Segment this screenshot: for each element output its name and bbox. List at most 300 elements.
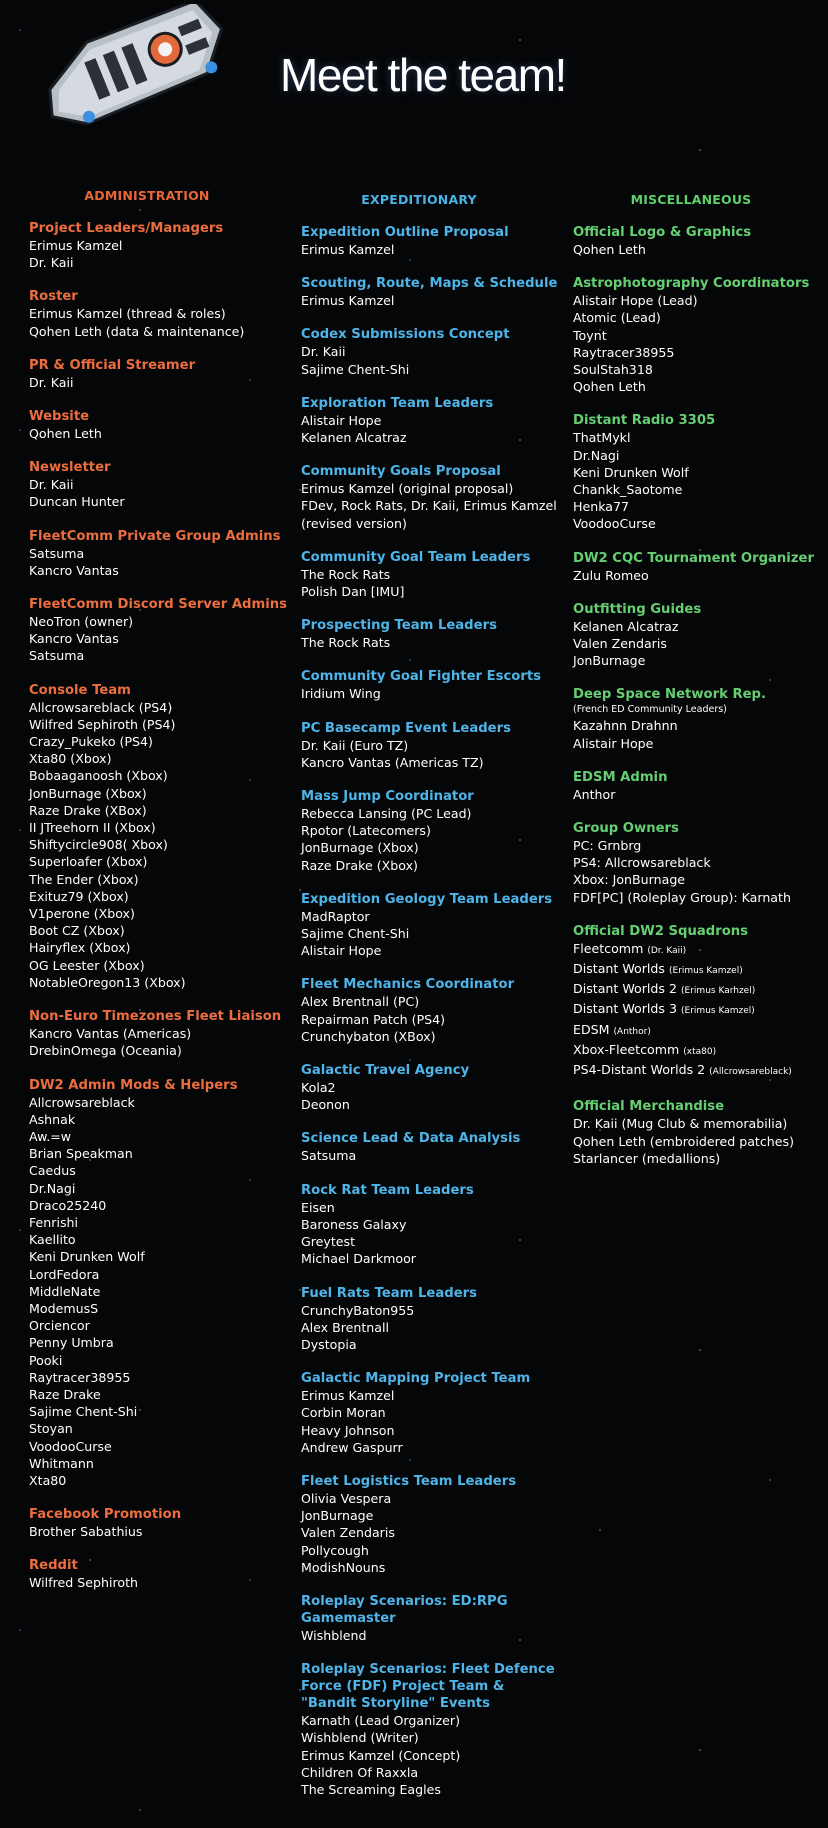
member-entry: [29, 1420, 291, 1437]
member-name: Bobaaganoosh (Xbox): [29, 768, 168, 784]
team-section: [301, 1661, 563, 1798]
member-name: VoodooCurse: [573, 516, 656, 532]
member-entry: [573, 1021, 823, 1041]
member-name: Distant Worlds 2: [573, 981, 678, 997]
member-name: Qohen Leth: [573, 242, 646, 257]
member-entry: [29, 699, 291, 716]
team-section: [29, 1506, 291, 1540]
member-name: Dr. Kaii (Euro TZ): [301, 737, 409, 753]
member-name: Iridium Wing: [301, 686, 381, 702]
member-name: MiddleNate: [29, 1283, 101, 1299]
section-title: Mass Jump Coordinator: [301, 789, 474, 805]
team-section: [29, 408, 291, 442]
member-entry: [29, 1197, 291, 1214]
member-entry: [29, 1042, 291, 1059]
member-name: Sajime Chent-Shi: [29, 1404, 138, 1420]
member-entry: [29, 853, 291, 870]
member-entry: [301, 754, 563, 771]
section-title: Newsletter: [29, 460, 111, 476]
member-name: Whitmann: [29, 1455, 94, 1471]
member-name: II JTreehorn II (Xbox): [29, 820, 156, 836]
member-entry: [29, 785, 291, 802]
member-name: Raze Drake (Xbox): [301, 857, 418, 873]
team-section: [29, 1077, 291, 1490]
member-entry: [573, 960, 823, 980]
member-entry: [29, 1025, 291, 1042]
member-name: Allcrowsareblack: [29, 1094, 135, 1110]
team-section: [301, 549, 563, 600]
member-name: Penny Umbra: [29, 1335, 114, 1351]
section-title: Roleplay Scenarios: Fleet Defence Force (FDF) Project Team & "Bandit Storyline" Events: [301, 1662, 555, 1712]
member-name: Draco25240: [29, 1197, 107, 1213]
member-entry: [301, 1627, 563, 1644]
member-name: Xta80: [29, 1472, 67, 1488]
member-entry: [301, 634, 563, 651]
member-name: Brian Speakman: [29, 1146, 133, 1162]
member-note: (Erimus Kamzel): [681, 1006, 755, 1017]
member-list: [301, 1199, 563, 1268]
member-name: Raze Drake (XBox): [29, 802, 147, 818]
member-entry: [29, 374, 291, 391]
member-name: Erimus Kamzel: [301, 293, 395, 309]
member-entry: [573, 464, 823, 481]
member-entry: [29, 1523, 291, 1540]
member-list: [301, 412, 563, 446]
member-name: NeoTron (owner): [29, 614, 134, 630]
member-entry: [573, 980, 823, 1000]
section-title: FleetComm Private Group Admins: [29, 528, 281, 544]
section-title: PC Basecamp Event Leaders: [301, 720, 511, 736]
member-list: [301, 1712, 563, 1798]
member-name: MadRaptor: [301, 908, 370, 924]
team-section: [29, 459, 291, 510]
member-entry: [573, 652, 823, 669]
member-list: [573, 837, 823, 906]
member-name: Dr. Kaii: [301, 344, 346, 360]
column-header: MISCELLANEOUS: [630, 192, 752, 207]
member-name: Anthor: [573, 786, 616, 802]
member-name: Eisen: [301, 1199, 335, 1215]
member-list: [573, 429, 823, 532]
member-name: Raytracer38955: [573, 344, 675, 360]
member-entry: [573, 735, 823, 752]
member-name: Erimus Kamzel (thread & roles): [29, 306, 226, 322]
team-section: [29, 682, 291, 991]
member-list: [573, 618, 823, 670]
member-entry: [573, 241, 823, 258]
member-entry: [573, 871, 823, 888]
member-name: Valen Zendaris: [301, 1525, 395, 1541]
member-name: Rebecca Lansing (PC Lead): [301, 806, 472, 822]
member-name: Baroness Galaxy: [301, 1216, 407, 1232]
member-entry: [301, 1764, 563, 1781]
member-entry: [301, 942, 563, 959]
member-name: Dr.Nagi: [29, 1180, 76, 1196]
member-name: Allcrowsareblack (PS4): [29, 699, 173, 715]
member-entry: [301, 566, 563, 583]
member-list: [29, 425, 291, 442]
member-name: Satsuma: [29, 648, 85, 664]
member-name: Satsuma: [301, 1148, 357, 1164]
member-entry: [301, 241, 563, 258]
member-entry: [573, 889, 823, 906]
member-name: Qohen Leth (data & maintenance): [29, 323, 245, 339]
member-note: (Erimus Karhzel): [681, 986, 756, 997]
team-section: [301, 395, 563, 446]
member-name: JonBurnage (Xbox): [29, 785, 147, 801]
member-list: [301, 480, 563, 532]
section-title: Scouting, Route, Maps & Schedule: [301, 276, 558, 292]
team-section: [301, 1593, 563, 1644]
member-entry: [573, 361, 823, 378]
member-name: Dr.Nagi: [573, 447, 620, 463]
member-entry: [29, 562, 291, 579]
member-name: JonBurnage (Xbox): [301, 840, 419, 856]
member-entry: [301, 993, 563, 1010]
member-name: Sajime Chent-Shi: [301, 361, 410, 377]
member-entry: [573, 309, 823, 326]
member-entry: [301, 1336, 563, 1353]
member-entry: [573, 344, 823, 361]
member-note: (xta80): [683, 1046, 717, 1057]
member-entry: [29, 974, 291, 991]
team-section: [29, 1008, 291, 1059]
member-name: Pollycough: [301, 1542, 369, 1558]
section-title: Distant Radio 3305: [573, 413, 716, 429]
team-section: [573, 224, 823, 258]
member-entry: [29, 1369, 291, 1386]
page-title: Meet the team!: [280, 49, 566, 101]
section-title: Roleplay Scenarios: ED:RPG Gamemaster: [301, 1593, 508, 1626]
member-entry: [573, 635, 823, 652]
member-entry: [29, 1352, 291, 1369]
member-name: PC: Grnbrg: [573, 838, 642, 854]
member-list: [29, 305, 291, 339]
section-title: Prospecting Team Leaders: [301, 618, 497, 634]
column-header: ADMINISTRATION: [84, 188, 210, 203]
member-name: V1perone (Xbox): [29, 906, 135, 922]
member-name: Keni Drunken Wolf: [29, 1249, 145, 1265]
member-entry: [29, 545, 291, 562]
member-name: The Rock Rats: [301, 566, 391, 582]
section-title: Project Leaders/Managers: [29, 221, 224, 236]
member-entry: [301, 805, 563, 822]
team-section: [573, 550, 823, 584]
member-name: Satsuma: [29, 545, 85, 561]
member-name: DrebinOmega (Oceania): [29, 1043, 182, 1059]
member-name: Kancro Vantas: [29, 631, 119, 647]
member-name: Kaellito: [29, 1232, 76, 1248]
member-name: Children Of Raxxla: [301, 1764, 419, 1780]
section-title: Expedition Geology Team Leaders: [301, 891, 553, 907]
member-list: [301, 1490, 563, 1576]
team-section: [301, 788, 563, 874]
member-note: (Dr. Kaii): [647, 945, 687, 956]
member-name: Dr. Kaii: [29, 255, 74, 271]
section-title: Community Goals Proposal: [301, 464, 501, 480]
member-entry: [29, 750, 291, 767]
section-title: FleetComm Discord Server Admins: [29, 597, 287, 613]
member-entry: [29, 957, 291, 974]
member-name: Chankk_Saotome: [573, 482, 683, 498]
member-list: [573, 567, 823, 584]
member-entry: [29, 1094, 291, 1111]
member-name: Henka77: [573, 499, 630, 515]
member-entry: [301, 1524, 563, 1541]
member-name: Stoyan: [29, 1421, 73, 1437]
member-list: [301, 566, 563, 600]
member-note: (Anthor): [613, 1026, 651, 1037]
member-entry: [301, 857, 563, 874]
member-entry: [573, 447, 823, 464]
team-section: [301, 617, 563, 651]
section-subtitle: (French ED Community Leaders): [573, 704, 727, 716]
team-section: [29, 288, 291, 339]
member-entry: [573, 292, 823, 309]
team-section: [301, 668, 563, 702]
member-entry: [301, 1439, 563, 1456]
team-section: [301, 224, 563, 258]
member-name: Atomic (Lead): [573, 310, 661, 326]
member-name: Crunchybaton (XBox): [301, 1028, 436, 1044]
team-section: [29, 528, 291, 579]
member-entry: [29, 1386, 291, 1403]
member-entry: [301, 685, 563, 702]
member-entry: [29, 630, 291, 647]
member-list: [301, 993, 563, 1045]
section-title: Console Team: [29, 682, 131, 698]
team-section: [301, 1130, 563, 1164]
member-entry: [573, 854, 823, 871]
ship-logo: [30, 4, 240, 132]
member-name: EDSM: [573, 1021, 610, 1037]
member-name: Repairman Patch (PS4): [301, 1011, 446, 1027]
member-name: Aw.=w: [29, 1128, 72, 1144]
member-entry: [573, 1133, 823, 1150]
section-title: Codex Submissions Concept: [301, 327, 510, 343]
member-entry: [29, 819, 291, 836]
member-name: Valen Zendaris: [573, 636, 667, 652]
member-entry: [29, 1283, 291, 1300]
member-name: Qohen Leth (embroidered patches): [573, 1133, 794, 1149]
team-section: [301, 891, 563, 960]
member-entry: [29, 1574, 291, 1591]
member-entry: [573, 1115, 823, 1132]
team-section: [29, 220, 291, 271]
member-entry: [301, 583, 563, 600]
member-name: Keni Drunken Wolf: [573, 464, 689, 480]
member-list: [301, 1387, 563, 1456]
section-title: Galactic Mapping Project Team: [301, 1371, 531, 1387]
member-name: Starlancer (medallions): [573, 1150, 721, 1166]
member-entry: [29, 939, 291, 956]
member-entry: [573, 498, 823, 515]
member-entry: [29, 1438, 291, 1455]
member-entry: [29, 1231, 291, 1248]
member-name: Erimus Kamzel: [301, 1388, 395, 1404]
team-section: [301, 1285, 563, 1354]
member-entry: [29, 871, 291, 888]
member-name: Deonon: [301, 1097, 350, 1113]
member-list: [29, 237, 291, 271]
team-section: [301, 1473, 563, 1576]
section-title: Roster: [29, 289, 78, 305]
section-title: Website: [29, 409, 90, 425]
member-name: The Screaming Eagles: [301, 1781, 441, 1797]
member-name: Hairyflex (Xbox): [29, 940, 131, 956]
member-name: Alistair Hope (Lead): [573, 293, 698, 309]
member-name: Wishblend: [301, 1627, 367, 1643]
member-entry: [301, 1422, 563, 1439]
member-name: Raytracer38955: [29, 1369, 131, 1385]
member-entry: [301, 429, 563, 446]
section-title: Community Goal Team Leaders: [301, 549, 531, 565]
member-entry: [301, 480, 563, 497]
member-name: Heavy Johnson: [301, 1422, 395, 1438]
member-entry: [301, 1199, 563, 1216]
member-name: Wishblend (Writer): [301, 1730, 419, 1746]
section-title: Galactic Travel Agency: [301, 1063, 470, 1079]
section-title: Outfitting Guides: [573, 601, 702, 617]
team-section: [573, 923, 823, 1081]
member-name: NotableOregon13 (Xbox): [29, 974, 186, 990]
member-entry: [29, 1111, 291, 1128]
member-entry: [301, 1747, 563, 1764]
member-name: Alistair Hope: [301, 412, 382, 428]
member-entry: [29, 922, 291, 939]
member-entry: [573, 618, 823, 635]
section-title: Rock Rat Team Leaders: [301, 1182, 474, 1198]
member-name: Distant Worlds 3: [573, 1001, 678, 1017]
member-name: Kazahnn Drahnn: [573, 718, 678, 734]
member-name: Rpotor (Latecomers): [301, 823, 431, 839]
member-list: [573, 940, 823, 1081]
member-name: Erimus Kamzel (Concept): [301, 1747, 461, 1763]
member-entry: [29, 1180, 291, 1197]
team-section: [301, 1182, 563, 1268]
member-name: OG Leester (Xbox): [29, 957, 145, 973]
member-list: [573, 241, 823, 258]
member-name: Greytest: [301, 1234, 356, 1250]
member-entry: [29, 905, 291, 922]
member-list: [301, 908, 563, 960]
member-name: Erimus Kamzel: [29, 238, 123, 253]
member-name: Corbin Moran: [301, 1405, 386, 1421]
member-entry: [301, 1216, 563, 1233]
member-entry: [301, 925, 563, 942]
member-entry: [301, 1096, 563, 1113]
member-entry: [301, 1712, 563, 1729]
member-entry: [573, 717, 823, 734]
member-name: PS4: Allcrowsareblack: [573, 855, 711, 871]
team-section: [573, 1098, 823, 1167]
section-title: DW2 CQC Tournament Organizer: [573, 550, 814, 566]
member-entry: [29, 323, 291, 340]
member-name: Olivia Vespera: [301, 1490, 392, 1506]
team-section: [573, 412, 823, 532]
member-name: Kancro Vantas: [29, 562, 119, 578]
member-name: Erimus Kamzel: [301, 242, 395, 257]
member-entry: [29, 1214, 291, 1231]
team-section: [301, 275, 563, 309]
member-list: [301, 1079, 563, 1113]
member-entry: [301, 1250, 563, 1267]
member-entry: [29, 1128, 291, 1145]
member-name: Caedus: [29, 1163, 76, 1179]
member-name: Dr. Kaii: [29, 374, 74, 390]
team-section: [573, 769, 823, 803]
member-list: [29, 699, 291, 991]
member-entry: [301, 1387, 563, 1404]
member-name: FDF[PC] (Roleplay Group): Karnath: [573, 889, 791, 905]
section-title: DW2 Admin Mods & Helpers: [29, 1077, 238, 1093]
section-title: PR & Official Streamer: [29, 357, 196, 373]
member-entry: [573, 1000, 823, 1020]
member-name: Michael Darkmoor: [301, 1251, 416, 1267]
member-entry: [29, 767, 291, 784]
member-name: Polish Dan [IMU]: [301, 584, 405, 600]
member-entry: [29, 1317, 291, 1334]
member-list: [573, 1115, 823, 1167]
member-entry: [29, 305, 291, 322]
column-header: EXPEDITIONARY: [361, 192, 477, 207]
team-section: [301, 463, 563, 532]
member-entry: [573, 429, 823, 446]
member-name: Alistair Hope: [573, 735, 654, 751]
member-name: Orciencor: [29, 1318, 90, 1334]
section-title: Non-Euro Timezones Fleet Liaison: [29, 1009, 282, 1025]
member-name: FDev, Rock Rats, Dr. Kaii, Erimus Kamzel (revised version): [301, 498, 557, 531]
member-list: [29, 1094, 291, 1490]
member-name: CrunchyBaton955: [301, 1302, 415, 1318]
member-entry: [573, 837, 823, 854]
member-entry: [301, 1559, 563, 1576]
section-title: Expedition Outline Proposal: [301, 225, 509, 240]
member-name: Sajime Chent-Shi: [301, 926, 410, 942]
team-section: [301, 720, 563, 771]
section-title: EDSM Admin: [573, 769, 668, 785]
member-name: Wilfred Sephiroth: [29, 1575, 138, 1591]
member-name: Karnath (Lead Organizer): [301, 1713, 461, 1729]
member-name: Boot CZ (Xbox): [29, 923, 125, 939]
member-entry: [29, 1334, 291, 1351]
team-section: [573, 275, 823, 395]
member-entry: [29, 476, 291, 493]
member-entry: [301, 1302, 563, 1319]
section-title: Deep Space Network Rep.: [573, 687, 766, 703]
member-name: Xbox-Fleetcomm: [573, 1041, 680, 1057]
member-entry: [29, 254, 291, 271]
member-entry: [301, 1319, 563, 1336]
member-list: [301, 241, 563, 258]
member-entry: [29, 1145, 291, 1162]
member-name: Distant Worlds: [573, 961, 665, 977]
member-name: Kancro Vantas (Americas): [29, 1026, 192, 1042]
member-entry: [301, 1079, 563, 1096]
member-entry: [29, 1403, 291, 1420]
member-entry: [573, 940, 823, 960]
member-entry: [573, 786, 823, 803]
member-entry: [29, 613, 291, 630]
section-title: Fleet Mechanics Coordinator: [301, 977, 515, 993]
team-section: [301, 1370, 563, 1456]
member-name: JonBurnage: [301, 1508, 374, 1524]
member-entry: [29, 1472, 291, 1489]
member-name: Alistair Hope: [301, 943, 382, 959]
member-entry: [29, 1266, 291, 1283]
member-name: Kelanen Alcatraz: [301, 430, 407, 446]
member-list: [573, 786, 823, 803]
